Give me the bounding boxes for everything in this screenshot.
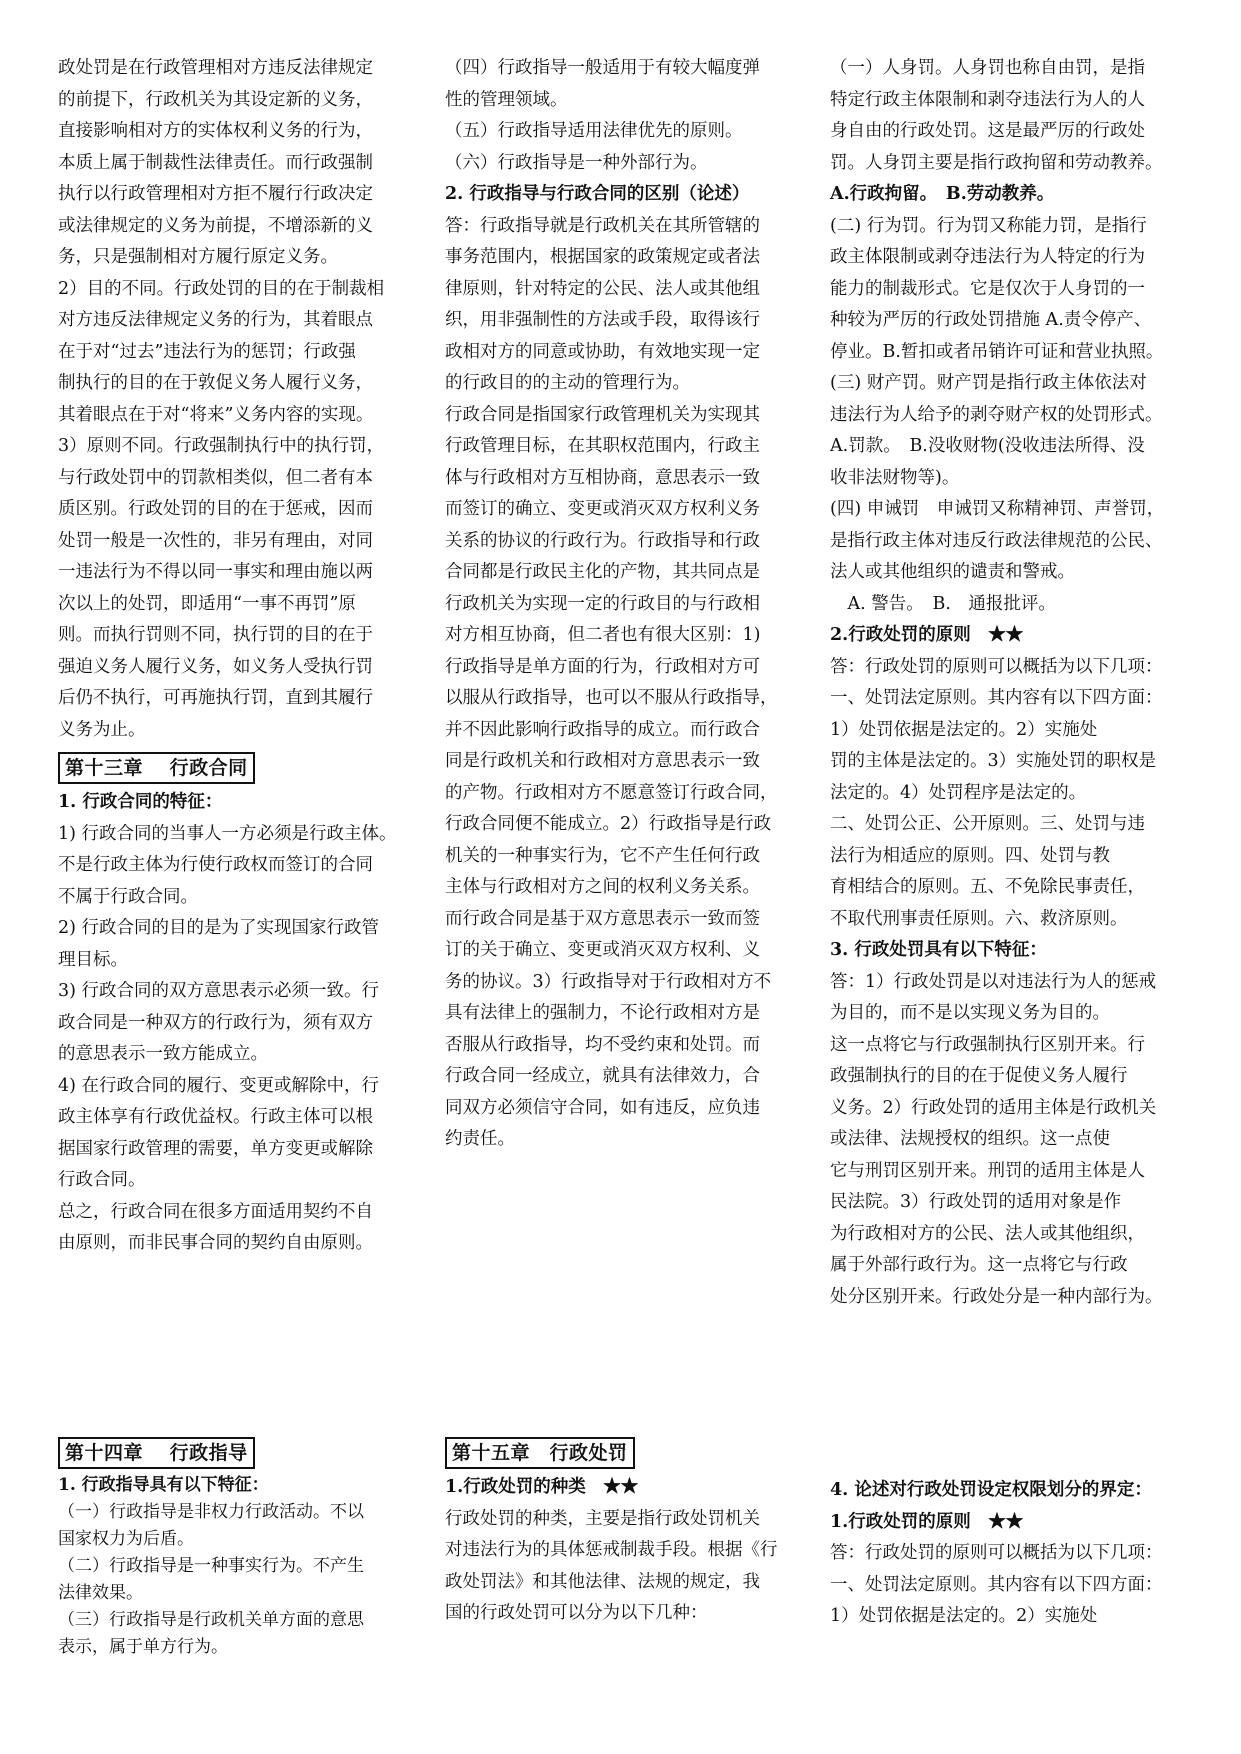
text-line: 务的协议。3）行政指导对于行政相对方不 [445,971,772,992]
text-line: 一违法行为不得以同一事实和理由施以两 [58,562,373,582]
text-line: 由原则，而非民事合同的契约自由原则。 [58,1233,373,1253]
text-line: 违法行为人给予的剥夺财产权的处罚形式。 [830,404,1163,425]
text-line: (三) 财产罚。财产罚是指行政主体依法对 [830,373,1147,393]
text-line: 行政指导是单方面的行为，行政相对方可 [445,656,760,677]
text-line: (二) 行为罚。行为罚又称能力罚，是指行 [830,215,1147,236]
text-line: 行政合同。 [58,1170,146,1190]
text-line: 政处罚法》和其他法律、法规的规定，我 [445,1571,760,1592]
text-line: 执行以行政管理相对方拒不履行行政决定 [58,184,373,204]
text-line: 行政机关为实现一定的行政目的与行政相 [445,593,760,614]
text-line: 答：行政处罚的原则可以概括为以下几项： [830,1543,1163,1563]
text-line: 行政合同便不能成立。2）行政指导是行政 [445,814,772,834]
text-line: 1) 行政合同的当事人一方必须是行政主体。 [58,823,397,844]
text-line: A.行政拘留。 B.劳动教养。 [830,184,1055,204]
text-line: 政主体限制或剥夺违法行为人特定的行为 [830,247,1145,267]
text-line: （四）行政指导一般适用于有较大幅度弹 [445,58,760,78]
text-line: 行政处罚的种类，主要是指行政处罚机关 [445,1508,760,1529]
text-line: 不取代刑事责任原则。六、救济原则。 [830,908,1128,929]
text-line: （一）人身罚。人身罚也称自由罚，是指 [830,58,1145,78]
text-line: 法定的。4）处罚程序是法定的。 [830,782,1087,803]
text-line: 据国家行政管理的需要，单方变更或解除 [58,1138,373,1159]
text-line: 它与刑罚区别开来。刑罚的适用主体是人 [830,1160,1145,1181]
text-line: 的意思表示一致方能成立。 [58,1044,268,1064]
text-line: 罚的主体是法定的。3）实施处罚的职权是 [830,751,1157,771]
text-line: 行政合同是指国家行政管理机关为实现其 [445,404,760,425]
text-line: 4. 论述对行政处罚设定权限划分的界定： [830,1480,1152,1500]
text-line: 其着眼点在于对“将来”义务内容的实现。 [58,404,374,425]
text-line: 民法院。3）行政处罚的适用对象是作 [830,1192,1122,1212]
text-line: 收非法财物等)。 [830,467,960,488]
text-line: 而签订的确立、变更或消灭双方权利义务 [445,499,760,519]
text-line: 1）处罚依据是法定的。2）实施处 [830,719,1098,740]
text-line: 一、处罚法定原则。其内容有以下四方面： [830,688,1163,708]
text-line: 表示，属于单方行为。 [58,1637,228,1657]
text-line: 这一点将它与行政强制执行区别开来。行 [830,1034,1145,1055]
text-line: 二、处罚公正、公开原则。三、处罚与违 [830,814,1145,834]
text-line: 合同都是行政民主化的产物，其共同点是 [445,562,760,582]
text-line: 政处罚是在行政管理相对方违反法律规定 [58,58,373,78]
column-1-chapter-14 [58,1472,413,1661]
text-line: 答：行政指导就是行政机关在其所管辖的 [445,215,760,236]
text-line: （二）行政指导是一种事实行为。不产生 [58,1556,364,1576]
text-line: 育相结合的原则。五、不免除民事责任， [830,877,1145,897]
text-line: 3）原则不同。行政强制执行中的执行罚， [58,436,385,456]
text-line: 质区别。行政处罚的目的在于惩戒，因而 [58,499,373,519]
text-line: 理目标。 [58,949,128,970]
text-line: 否服从行政指导，均不受约束和处罚。而 [445,1034,760,1055]
text-line: 关系的协议的行政行为。行政指导和行政 [445,530,760,551]
text-line: 为行政相对方的公民、法人或其他组织， [830,1223,1145,1244]
text-line: 对方违反法律规定义务的行为，其着眼点 [58,310,373,330]
text-line: 1. 行政指导具有以下特征： [58,1475,269,1495]
text-line: 身自由的行政处罚。这是最严厉的行政处 [830,121,1145,141]
text-line: 1.行政处罚的种类 ★★ [445,1477,639,1497]
text-line: 行政合同一经成立，就具有法律效力，合 [445,1066,760,1086]
text-line: 而行政合同是基于双方意思表示一致而签 [445,908,760,929]
text-line: 政合同是一种双方的行政行为，须有双方 [58,1012,373,1033]
text-line: 强迫义务人履行义务，如义务人受执行罚 [58,656,373,677]
column-2-top [445,53,800,1156]
text-line: （五）行政指导适用法律优先的原则。 [445,121,743,141]
text-line: 与行政处罚中的罚款相类似，但二者有本 [58,467,373,488]
text-line: 停业。B.暂扣或者吊销许可证和营业执照。 [830,341,1164,362]
chapter-13-heading [58,750,255,786]
text-line: （六）行政指导是一种外部行为。 [445,152,708,173]
text-line: 义务为止。 [58,719,146,740]
text-line: A. 警告。 B. 通报批评。 [830,593,1056,614]
text-line: 能力的制裁形式。它是仅次于人身罚的一 [830,278,1145,299]
text-line: 对方相互协商，但二者也有很大区别：1) [445,625,761,645]
text-line: 织，用非强制性的方法或手段，取得该行 [445,310,760,330]
text-line: 罚。人身罚主要是指行政拘留和劳动教养。 [830,152,1163,173]
text-line: （一）行政指导是非权力行政活动。不以 [58,1502,364,1522]
text-line: 义务。2）行政处罚的适用主体是行政机关 [830,1097,1157,1118]
text-line: 的产物。行政相对方不愿意签订行政合同， [445,782,778,803]
text-line: 4) 在行政合同的履行、变更或解除中，行 [58,1075,380,1096]
text-line: 体与行政相对方互相协商，意思表示一致 [445,467,760,488]
text-line: 性的管理领域。 [445,89,568,110]
text-line: 或法律、法规授权的组织。这一点使 [830,1129,1110,1149]
text-line: 2. 行政指导与行政合同的区别（论述） [445,184,750,204]
text-line: 制执行的目的在于敦促义务人履行义务， [58,373,373,393]
text-line: 是指行政主体对违反行政法律规范的公民、 [830,530,1163,551]
text-line: 种较为严厉的行政处罚措施 A.责令停产、 [830,310,1152,330]
text-line: 的行政目的的主动的管理行为。 [445,373,690,393]
text-line: 处罚一般是一次性的，非另有理由，对同 [58,530,373,551]
text-line: 同是行政机关和行政相对方意思表示一致 [445,751,760,771]
text-line: 法律效果。 [58,1583,143,1603]
chapter-13-title: 第十三章 行政合同 [58,752,255,784]
text-line: 本质上属于制裁性法律责任。而行政强制 [58,152,373,173]
text-line: 在于对“过去”违法行为的惩罚；行政强 [58,341,356,362]
chapter-14-heading [58,1435,255,1471]
text-line: 事务范围内，根据国家的政策规定或者法 [445,247,760,267]
text-line: 1.行政处罚的原则 ★★ [830,1511,1024,1532]
chapter-14-title: 第十四章 行政指导 [58,1437,255,1469]
text-line: 主体与行政相对方之间的权利义务关系。 [445,877,760,897]
text-line: 1）处罚依据是法定的。2）实施处 [830,1606,1098,1626]
text-line: 政强制执行的目的在于促使义务人履行 [830,1066,1128,1086]
text-line: 3. 行政处罚具有以下特征： [830,940,1047,960]
text-line: 不属于行政合同。 [58,886,198,907]
text-line: 行政管理目标，在其职权范围内，行政主 [445,436,760,456]
text-line: 答：行政处罚的原则可以概括为以下几项： [830,656,1163,677]
text-line: 订的关于确立、变更或消灭双方权利、义 [445,940,760,960]
text-line: 一、处罚法定原则。其内容有以下四方面： [830,1574,1163,1595]
text-line: 不是行政主体为行使行政权而签订的合同 [58,855,373,875]
text-line: 处分区别开来。行政处分是一种内部行为。 [830,1286,1163,1307]
text-line: 2) 行政合同的目的是为了实现国家行政管 [58,918,380,938]
text-line: 属于外部行政行为。这一点将它与行政 [830,1255,1128,1275]
text-line: 总之，行政合同在很多方面适用契约不自 [58,1201,373,1222]
text-line: 答：1）行政处罚是以对违法行为人的惩戒 [830,971,1157,992]
text-line: 法行为相适应的原则。四、处罚与教 [830,845,1110,866]
chapter-15-heading [445,1435,635,1471]
text-line: 则。而执行罚则不同，执行罚的目的在于 [58,625,373,645]
text-line: 务，只是强制相对方履行原定义务。 [58,247,338,267]
text-line: 次以上的处罚，即适用“一事不再罚”原 [58,593,356,614]
text-line: 对违法行为的具体惩戒制裁手段。根据《行 [445,1540,778,1560]
text-line: 政相对方的同意或协助，有效地实现一定 [445,341,760,362]
text-line: (四) 申诫罚 申诫罚又称精神罚、声誉罚， [830,499,1165,519]
text-line: 2.行政处罚的原则 ★★ [830,625,1024,645]
text-line: A.罚款。 B.没收财物(没收违法所得、没 [830,436,1145,456]
text-line: 后仍不执行，可再施执行罚，直到其履行 [58,688,373,708]
text-line: 为目的，而不是以实现义务为目的。 [830,1003,1110,1023]
column-2-chapter-15 [445,1472,800,1630]
chapter-15-title: 第十五章 行政处罚 [445,1437,635,1469]
column-1-chapter-13 [58,787,413,1260]
column-3-top [830,53,1185,1313]
text-line: 律原则，针对特定的公民、法人或其他组 [445,278,760,299]
text-line: 特定行政主体限制和剥夺违法行为人的人 [830,89,1145,110]
column-1-top [58,53,413,746]
text-line: 机关的一种事实行为，它不产生任何行政 [445,845,760,866]
text-line: 1. 行政合同的特征： [58,792,223,812]
text-line: 国的行政处罚可以分为以下几种： [445,1603,708,1623]
text-line: 具有法律上的强制力，不论行政相对方是 [445,1003,760,1023]
text-line: 或法律规定的义务为前提，不增添新的义 [58,215,373,236]
column-3-bottom [830,1475,1185,1633]
text-line: 政主体享有行政优益权。行政主体可以根 [58,1107,373,1127]
text-line: 2）目的不同。行政处罚的目的在于制裁相 [58,278,385,299]
text-line: 的前提下，行政机关为其设定新的义务， [58,89,373,110]
text-line: 以服从行政指导，也可以不服从行政指导， [445,688,778,708]
text-line: 法人或其他组织的谴责和警戒。 [830,562,1075,582]
text-line: 国家权力为后盾。 [58,1529,194,1549]
text-line: 同双方必须信守合同，如有违反，应负违 [445,1097,760,1118]
text-line: 约责任。 [445,1129,515,1149]
text-line: 直接影响相对方的实体权利义务的行为， [58,121,373,141]
text-line: （三）行政指导是行政机关单方面的意思 [58,1610,364,1630]
text-line: 3) 行政合同的双方意思表示必须一致。行 [58,981,380,1001]
text-line: 并不因此影响行政指导的成立。而行政合 [445,719,760,740]
